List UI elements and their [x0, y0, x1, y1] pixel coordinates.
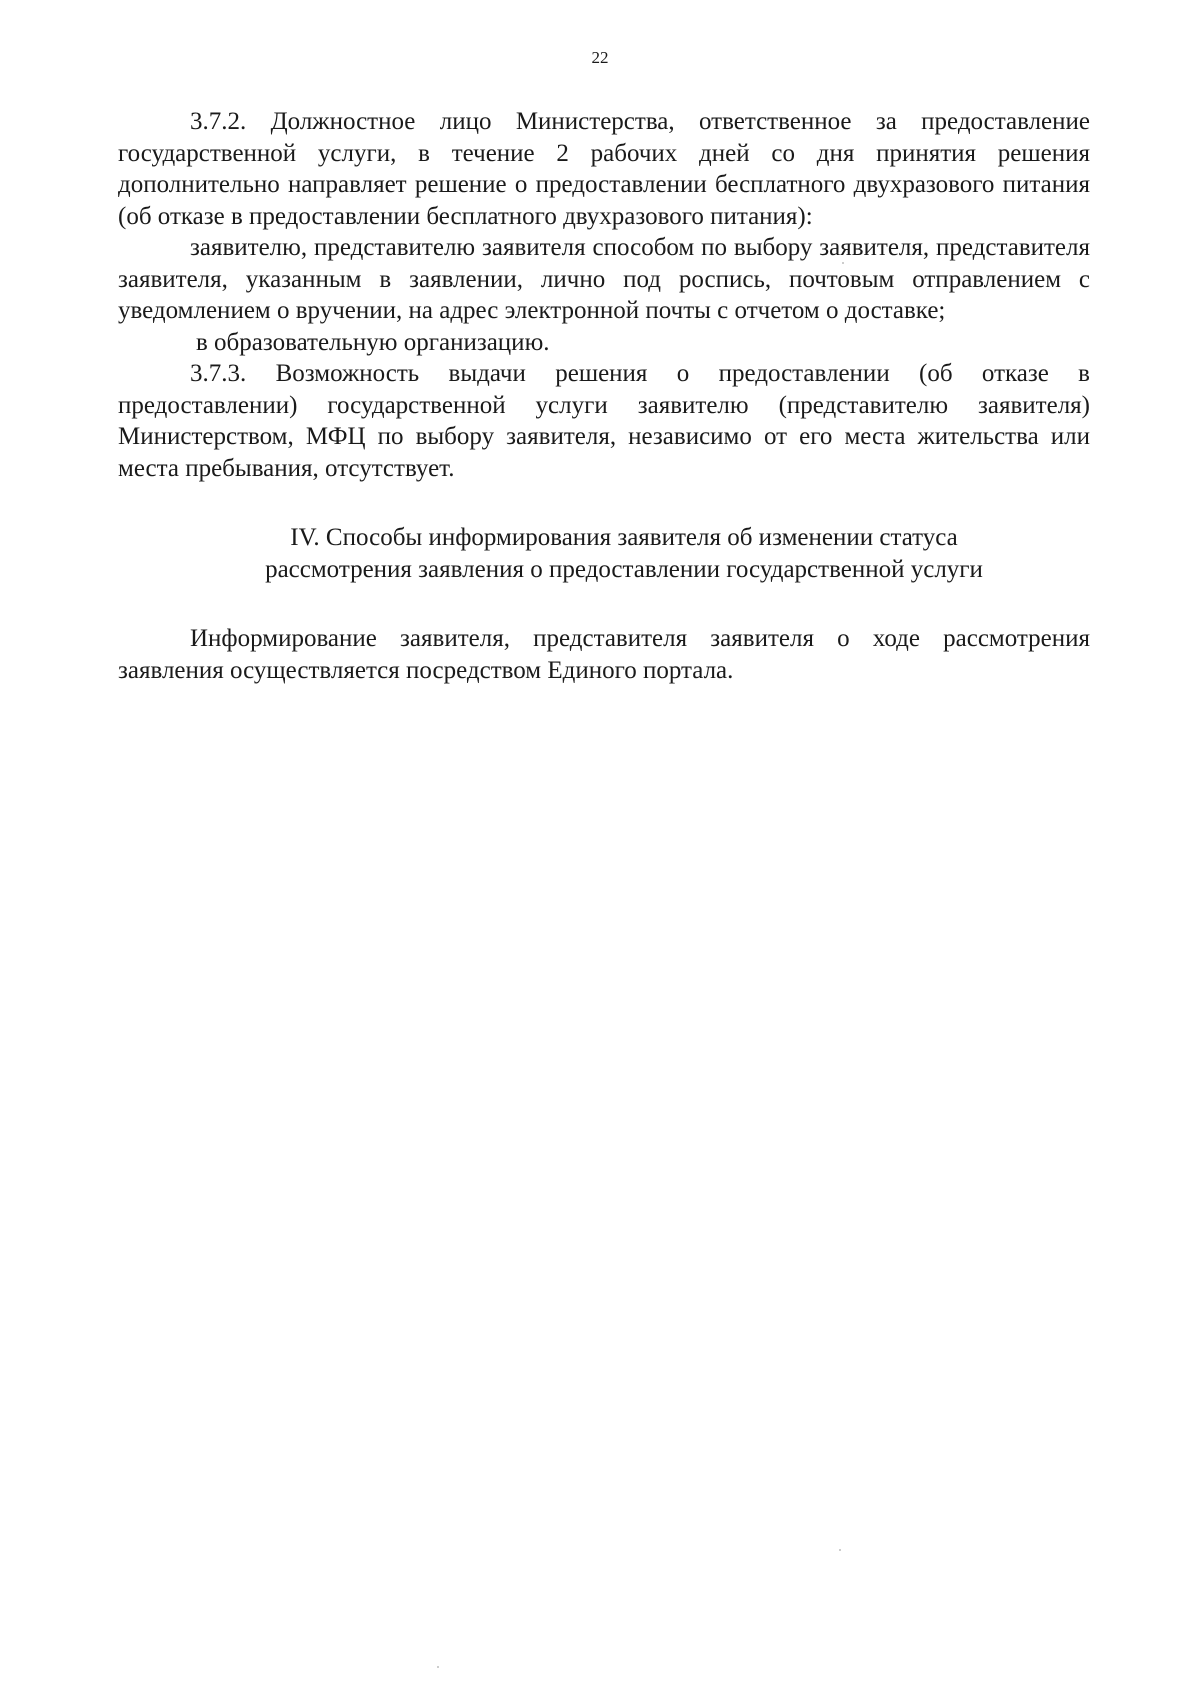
paragraph-3-7-3: 3.7.3. Возможность выдачи решения о предоставлении (об отказе в предоставлении) государственной услуги заявителю (представителю заявителя) Министерством, МФЦ по выбору заявителя, независимо от его места жительства или места пребывания, отсутствует.	[118, 360, 1090, 482]
scan-speck	[437, 1666, 439, 1668]
scan-speck	[842, 262, 844, 264]
paragraph-3-7-2: 3.7.2. Должностное лицо Министерства, ответственное за предоставление государственной услуги, в течение 2 рабочих дней со дня принятия решения дополнительно направляет решение о предоставлении бесплатного двухразового питания (об отказе в предоставлении бесплатного двухразового питания):	[118, 108, 1090, 230]
page-number: 22	[591, 48, 609, 67]
paragraph-informing: Информирование заявителя, представителя заявителя о ходе рассмотрения заявления осуществляется посредством Единого портала.	[118, 625, 1090, 684]
section-iv-heading-line-2: рассмотрения заявления о предоставлении государственной услуги	[265, 555, 983, 583]
list-item-applicant: заявителю, представителю заявителя способом по выбору заявителя, представителя заявителя, указанным в заявлении, лично под роспись, почтовым отправлением с уведомлением о вручении, на адрес электронной почты с отчетом о доставке;	[118, 234, 1090, 324]
list-item-organization: в образовательную организацию.	[196, 328, 550, 356]
document-body	[118, 106, 1090, 686]
section-iv-heading-line-1: IV. Способы информирования заявителя об изменении статуса	[290, 524, 958, 551]
section-iv-heading	[118, 522, 1090, 585]
scan-speck	[839, 1549, 841, 1551]
